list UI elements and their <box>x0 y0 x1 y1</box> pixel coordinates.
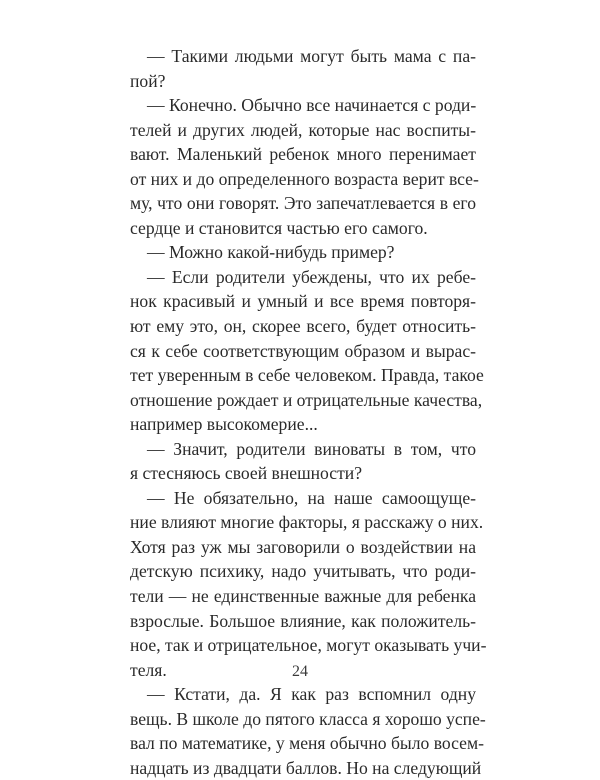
text-line: сердце и становится частью его самого. <box>130 217 428 238</box>
text-line: ся к себе соответствующим образом и вырас- <box>130 340 476 361</box>
text-line: му, что они говорят. Это запечатлевается в его <box>130 193 476 214</box>
text-line: вещь. В школе до пятого класса я хорошо успе- <box>130 708 486 729</box>
text-line: — Такими людьми могут быть мама с па- <box>147 46 476 66</box>
text-line: ют ему это, он, скорее всего, будет относить- <box>130 316 476 337</box>
text-line: — Не обязательно, на наше самоощуще- <box>147 487 476 508</box>
text-line: от них и до определенного возраста верит все- <box>130 168 479 189</box>
text-line: тет уверенным в себе человеком. Правда, такое <box>130 365 484 386</box>
text-line: — Если родители убеждены, что их ребе- <box>147 266 476 287</box>
text-line: вал по математике, у меня обычно было восем- <box>130 733 484 754</box>
text-line: Хотя раз уж мы заговорили о воздействии на <box>130 536 476 557</box>
text-line: телей и других людей, которые нас воспиты- <box>130 119 476 140</box>
text-line: ное, так и отрицательное, могут оказывать учи- <box>130 635 487 656</box>
text-line: например высокомерие... <box>130 414 318 435</box>
text-line: вают. Маленький ребенок много перенимает <box>130 144 476 165</box>
text-line: — Конечно. Обычно все начинается с роди- <box>147 95 477 116</box>
text-line: — Кстати, да. Я как раз вспомнил одну <box>147 684 476 705</box>
text-line: я стесняюсь своей внешности? <box>130 463 363 484</box>
text-line: взрослые. Большое влияние, как положитель- <box>130 610 476 631</box>
page-number: 24 <box>292 663 308 680</box>
text-line: пой? <box>130 70 166 91</box>
text-line: надцать из двадцати баллов. Но на следующий <box>130 757 482 778</box>
text-line: тели — не единственные важные для ребенка <box>130 586 476 607</box>
text-line: — Значит, родители виноваты в том, что <box>147 438 476 459</box>
text-line: ние влияют многие факторы, я расскажу о них. <box>130 512 484 533</box>
text-line: теля. <box>130 659 167 680</box>
text-line: нок красивый и умный и все время повторя- <box>130 291 476 312</box>
text-line: детскую психику, надо учитывать, что роди- <box>130 561 476 582</box>
text-line: — Можно какой-нибудь пример? <box>147 242 395 263</box>
text-line: отношение рождает и отрицательные качества, <box>130 389 483 410</box>
